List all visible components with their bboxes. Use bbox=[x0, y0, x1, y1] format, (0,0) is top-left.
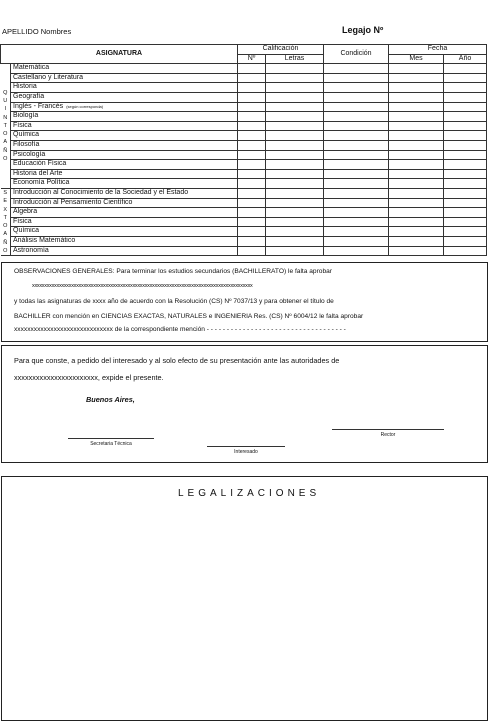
grade-cell[interactable] bbox=[444, 131, 487, 141]
grade-cell[interactable] bbox=[266, 140, 324, 150]
quinto-year-letter: T bbox=[3, 122, 7, 129]
sexto-year-letter: S bbox=[3, 189, 8, 196]
quinto-year-label bbox=[1, 64, 11, 189]
table-row bbox=[1, 83, 487, 93]
subject-name bbox=[11, 179, 238, 189]
grade-cell[interactable] bbox=[444, 112, 487, 122]
grade-cell[interactable] bbox=[238, 64, 266, 74]
grade-cell[interactable] bbox=[444, 188, 487, 198]
grade-cell[interactable] bbox=[238, 246, 266, 256]
sexto-year-letter: E bbox=[3, 198, 8, 205]
grade-cell[interactable] bbox=[444, 179, 487, 189]
grade-cell[interactable] bbox=[444, 208, 487, 218]
grade-cell[interactable] bbox=[324, 169, 389, 179]
subject-name bbox=[11, 92, 238, 102]
grade-cell[interactable] bbox=[266, 112, 324, 122]
grade-cell[interactable] bbox=[389, 64, 444, 74]
grade-cell[interactable] bbox=[324, 102, 389, 112]
signature-line-rector bbox=[332, 429, 444, 430]
signature-rector-label: Rector bbox=[380, 432, 396, 438]
grade-cell[interactable] bbox=[238, 169, 266, 179]
subject-label: Biología bbox=[13, 112, 39, 120]
grade-cell[interactable] bbox=[238, 217, 266, 227]
grades-body bbox=[1, 64, 487, 256]
table-row bbox=[1, 198, 487, 208]
grade-cell[interactable] bbox=[389, 169, 444, 179]
grade-cell[interactable] bbox=[444, 121, 487, 131]
sexto-year-letter: A bbox=[3, 231, 8, 238]
table-row bbox=[1, 150, 487, 160]
subject-label: Geografía bbox=[13, 92, 45, 100]
grade-cell[interactable] bbox=[324, 83, 389, 93]
grade-cell[interactable] bbox=[324, 73, 389, 83]
subject-name bbox=[11, 73, 238, 83]
name-label: APELLIDO Nombres bbox=[2, 27, 72, 36]
certificacion-line2: xxxxxxxxxxxxxxxxxxxxxxx, expide el presente. bbox=[14, 373, 164, 382]
city-label: Buenos Aires, bbox=[86, 395, 135, 404]
subject-label: Química bbox=[13, 131, 40, 139]
subject-name bbox=[11, 102, 238, 112]
table-row bbox=[1, 227, 487, 237]
grade-cell[interactable] bbox=[324, 227, 389, 237]
subject-name bbox=[11, 198, 238, 208]
legajo-label: Legajo Nº bbox=[342, 25, 384, 35]
grade-cell[interactable] bbox=[266, 121, 324, 131]
subject-name bbox=[11, 188, 238, 198]
grade-cell[interactable] bbox=[324, 179, 389, 189]
grade-cell[interactable] bbox=[324, 217, 389, 227]
quinto-year-letter: A bbox=[3, 139, 8, 146]
sexto-year-letter: O bbox=[3, 223, 8, 230]
quinto-year-letter: Ñ bbox=[3, 147, 8, 154]
quinto-year-letter: U bbox=[3, 98, 8, 104]
subject-label: Economía Política bbox=[13, 179, 70, 187]
grade-cell[interactable] bbox=[266, 160, 324, 170]
grade-cell[interactable] bbox=[266, 237, 324, 247]
grade-cell[interactable] bbox=[389, 208, 444, 218]
grade-cell[interactable] bbox=[266, 179, 324, 189]
grade-cell[interactable] bbox=[238, 121, 266, 131]
ingles-note: (según corresponda) bbox=[66, 103, 104, 109]
grade-cell[interactable] bbox=[324, 92, 389, 102]
signature-secretaria-label: Secretaria Técnica bbox=[90, 441, 132, 447]
col-condicion: Condición bbox=[324, 45, 389, 64]
legalizaciones-title: LEGALIZACIONES bbox=[178, 488, 321, 499]
grade-cell[interactable] bbox=[444, 73, 487, 83]
subject-label: Química bbox=[13, 227, 40, 235]
grade-cell[interactable] bbox=[444, 83, 487, 93]
grade-cell[interactable] bbox=[389, 92, 444, 102]
grade-cell[interactable] bbox=[444, 64, 487, 74]
quinto-year-letter: O bbox=[3, 131, 8, 138]
table-row bbox=[1, 160, 487, 170]
grade-cell[interactable] bbox=[266, 246, 324, 256]
table-row bbox=[1, 217, 487, 227]
grade-cell[interactable] bbox=[444, 198, 487, 208]
grade-cell[interactable] bbox=[266, 64, 324, 74]
subject-label: Historia bbox=[13, 83, 37, 91]
subject-name bbox=[11, 64, 238, 74]
grade-cell[interactable] bbox=[389, 73, 444, 83]
grade-cell[interactable] bbox=[324, 188, 389, 198]
signature-line-interesado bbox=[207, 446, 285, 447]
quinto-year-letter: O bbox=[3, 156, 8, 163]
observaciones-line4: BACHILLER con mención en CIENCIAS EXACTAS, NATURALES e INGENIERIA Res. (CS) Nº 6004/12 le falta aprobar bbox=[14, 313, 364, 320]
grade-cell[interactable] bbox=[238, 102, 266, 112]
subject-name bbox=[11, 208, 238, 218]
grade-cell[interactable] bbox=[389, 131, 444, 141]
col-mes: Mes bbox=[389, 54, 444, 64]
grade-cell[interactable] bbox=[238, 150, 266, 160]
grade-cell[interactable] bbox=[238, 131, 266, 141]
observaciones-box bbox=[1, 262, 488, 342]
grade-cell[interactable] bbox=[389, 237, 444, 247]
table-row bbox=[1, 179, 487, 189]
col-numero: Nº bbox=[238, 54, 266, 64]
subject-label: Introducción al Pensamiento Científico bbox=[13, 198, 133, 206]
subject-label: Matemática bbox=[13, 64, 50, 72]
grade-cell[interactable] bbox=[238, 179, 266, 189]
subject-label: Física bbox=[13, 217, 32, 225]
subject-name bbox=[11, 121, 238, 131]
grade-cell[interactable] bbox=[444, 169, 487, 179]
grade-cell[interactable] bbox=[238, 140, 266, 150]
grade-cell[interactable] bbox=[266, 188, 324, 198]
col-anio: Año bbox=[444, 54, 487, 64]
grade-cell[interactable] bbox=[444, 227, 487, 237]
table-row bbox=[1, 237, 487, 247]
grade-cell[interactable] bbox=[266, 83, 324, 93]
subject-label: Física bbox=[13, 121, 32, 129]
grade-cell[interactable] bbox=[444, 246, 487, 256]
signature-line-secretaria bbox=[68, 438, 154, 439]
table-row bbox=[1, 64, 487, 74]
table-row bbox=[1, 169, 487, 179]
certificacion-line1: Para que conste, a pedido del interesado y al solo efecto de su presentación ante las autoridades de bbox=[14, 356, 340, 365]
grade-cell[interactable] bbox=[389, 217, 444, 227]
observaciones-line2: xxxxxxxxxxxxxxxxxxxxxxxxxxxxxxxxxxxxxxxxxxxxxxxxxxxxxxxxxxxxxxxxxxxxxxxxxxxxxxxxxxxxxxxxxx bbox=[32, 283, 253, 289]
observaciones-line3: y todas las asignaturas de xxxx año de acuerdo con la Resolución (CS) Nº 7037/13 y para obtener el título de bbox=[14, 298, 334, 305]
grade-cell[interactable] bbox=[238, 227, 266, 237]
grade-cell[interactable] bbox=[324, 121, 389, 131]
quinto-year-letter: I bbox=[4, 106, 7, 113]
grade-cell[interactable] bbox=[266, 150, 324, 160]
grade-cell[interactable] bbox=[444, 160, 487, 170]
grade-cell[interactable] bbox=[389, 188, 444, 198]
sexto-year-letter: O bbox=[3, 247, 8, 254]
grade-cell[interactable] bbox=[444, 102, 487, 112]
subject-label: Educación Física bbox=[13, 160, 67, 168]
subject-name bbox=[11, 160, 238, 170]
grade-cell[interactable] bbox=[389, 160, 444, 170]
grade-cell[interactable] bbox=[324, 140, 389, 150]
grade-cell[interactable] bbox=[238, 188, 266, 198]
grade-cell[interactable] bbox=[324, 246, 389, 256]
subject-name bbox=[11, 237, 238, 247]
subject-label: Álgebra bbox=[13, 208, 38, 216]
grade-cell[interactable] bbox=[389, 112, 444, 122]
table-row bbox=[1, 112, 487, 122]
sexto-year-letter: Ñ bbox=[3, 239, 8, 246]
grade-cell[interactable] bbox=[389, 246, 444, 256]
col-asignatura: ASIGNATURA bbox=[1, 45, 238, 64]
grade-cell[interactable] bbox=[444, 150, 487, 160]
col-letras: Letras bbox=[266, 54, 324, 64]
table-row bbox=[1, 188, 487, 198]
grade-cell[interactable] bbox=[324, 131, 389, 141]
subject-name bbox=[11, 112, 238, 122]
col-calificacion: Calificación bbox=[238, 45, 324, 55]
subject-label: Psicología bbox=[13, 150, 46, 158]
certificacion-box bbox=[1, 345, 488, 463]
grade-cell[interactable] bbox=[238, 112, 266, 122]
subject-name bbox=[11, 150, 238, 160]
col-fecha: Fecha bbox=[389, 45, 487, 55]
grade-cell[interactable] bbox=[266, 169, 324, 179]
table-row bbox=[1, 140, 487, 150]
subject-label: Castellano y Literatura bbox=[13, 73, 84, 81]
grade-cell[interactable] bbox=[324, 150, 389, 160]
observaciones-line1: OBSERVACIONES GENERALES: Para terminar los estudios secundarios (BACHILLERATO) le falta aprobar bbox=[14, 268, 332, 275]
grade-cell[interactable] bbox=[389, 150, 444, 160]
table-row bbox=[1, 131, 487, 141]
sexto-year-letter: T bbox=[3, 214, 7, 221]
subject-name bbox=[11, 227, 238, 237]
subject-name bbox=[11, 83, 238, 93]
grade-cell[interactable] bbox=[444, 237, 487, 247]
grade-cell[interactable] bbox=[266, 208, 324, 218]
subject-name bbox=[11, 169, 238, 179]
quinto-year-letter: Q bbox=[3, 89, 8, 96]
grade-cell[interactable] bbox=[324, 198, 389, 208]
subject-label: Astronomía bbox=[13, 246, 49, 254]
grade-cell[interactable] bbox=[238, 208, 266, 218]
grade-cell[interactable] bbox=[238, 73, 266, 83]
table-row bbox=[1, 246, 487, 256]
grade-cell[interactable] bbox=[238, 237, 266, 247]
grade-cell[interactable] bbox=[444, 217, 487, 227]
grade-cell[interactable] bbox=[238, 160, 266, 170]
observaciones-line5: xxxxxxxxxxxxxxxxxxxxxxxxxxxxxx de la correspondiente mención - - - - - - - - - - - - - - - - - - - - - - - - - - - - - - - - - - - bbox=[14, 326, 346, 333]
grade-cell[interactable] bbox=[238, 198, 266, 208]
sexto-year-label bbox=[1, 188, 11, 255]
grade-cell[interactable] bbox=[389, 179, 444, 189]
table-row bbox=[1, 102, 487, 112]
grade-cell[interactable] bbox=[266, 217, 324, 227]
subject-label: Análisis Matemático bbox=[13, 237, 76, 245]
subject-label: Inglés - Francés bbox=[13, 102, 64, 110]
legalizaciones-box bbox=[1, 476, 488, 721]
grade-cell[interactable] bbox=[266, 102, 324, 112]
subject-name bbox=[11, 131, 238, 141]
grade-cell[interactable] bbox=[238, 92, 266, 102]
grade-cell[interactable] bbox=[266, 198, 324, 208]
subject-label: Historia del Arte bbox=[13, 169, 63, 177]
grade-cell[interactable] bbox=[266, 92, 324, 102]
grade-cell[interactable] bbox=[266, 227, 324, 237]
grade-cell[interactable] bbox=[444, 92, 487, 102]
table-row bbox=[1, 208, 487, 218]
grade-cell[interactable] bbox=[444, 140, 487, 150]
grade-cell[interactable] bbox=[324, 237, 389, 247]
sexto-year-letter: X bbox=[3, 206, 8, 213]
signature-interesado-label: Interesado bbox=[234, 449, 258, 455]
grade-cell[interactable] bbox=[324, 112, 389, 122]
grade-cell[interactable] bbox=[389, 198, 444, 208]
grade-cell[interactable] bbox=[389, 102, 444, 112]
subject-name bbox=[11, 140, 238, 150]
table-row bbox=[1, 121, 487, 131]
grade-cell[interactable] bbox=[389, 140, 444, 150]
subject-name bbox=[11, 217, 238, 227]
grade-cell[interactable] bbox=[238, 83, 266, 93]
grade-cell[interactable] bbox=[389, 83, 444, 93]
subject-name bbox=[11, 246, 238, 256]
grade-cell[interactable] bbox=[324, 208, 389, 218]
table-row bbox=[1, 92, 487, 102]
grades-table bbox=[0, 44, 487, 256]
subject-label: Introducción al Conocimiento de la Sociedad y el Estado bbox=[13, 188, 189, 196]
subject-label: Filosofía bbox=[13, 140, 40, 148]
grade-cell[interactable] bbox=[389, 121, 444, 131]
table-row bbox=[1, 73, 487, 83]
quinto-year-letter: N bbox=[3, 114, 8, 121]
grade-cell[interactable] bbox=[266, 73, 324, 83]
grade-cell[interactable] bbox=[324, 64, 389, 74]
grade-cell[interactable] bbox=[266, 131, 324, 141]
grade-cell[interactable] bbox=[324, 160, 389, 170]
grade-cell[interactable] bbox=[389, 227, 444, 237]
